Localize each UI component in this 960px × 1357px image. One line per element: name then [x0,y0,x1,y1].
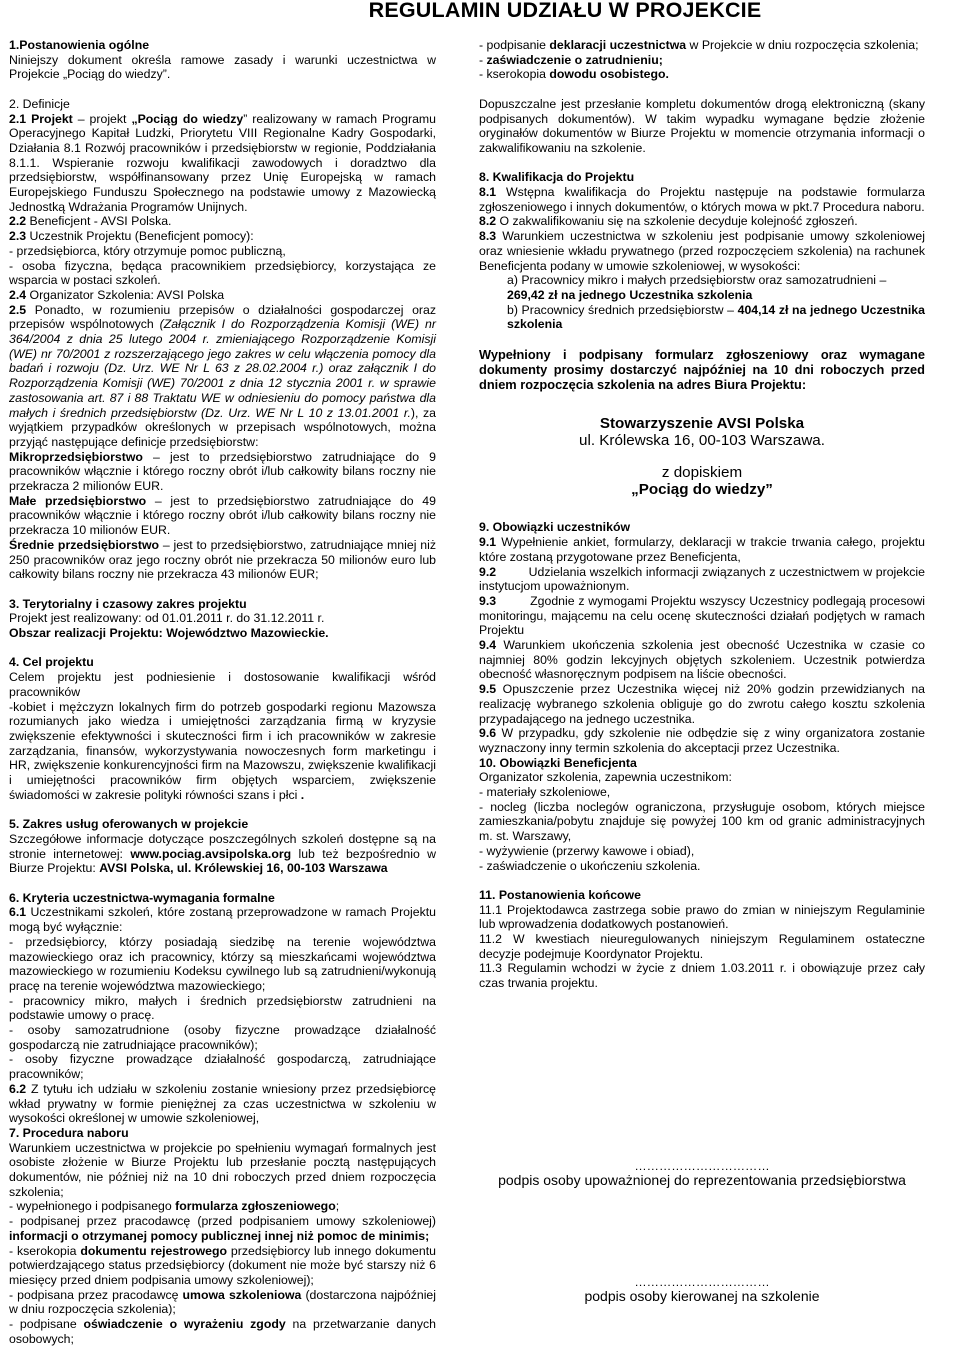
right-column [479,38,929,991]
definition-medium: Średnie przedsiębiorstwo – jest to przedsiębiorstwo, zatrudniające mniej niż 250 pracowników oraz jego roczny obrót nie przekracza 50 milionów euro lub całkowity bilans roczny nie przekracza 43 milionów EUR; [9,537,436,582]
section-9-2: 9.2 Udzielania wszelkich informacji związanych z uczestnictwem w projekcie instytucjom upoważnionym. [479,564,929,594]
fee-item-b: b) Pracownicy średnich przedsiębiorstw – 404,14 zł na jednego Uczestnika szkolenia [507,302,925,332]
section-7-item: - kserokopia dokumentu rejestrowego przedsiębiorcy lub innego dokumentu potwierdzającego status przedsiębiorcy (dokument nie może być starszy niż 6 miesięcy przed dniem podpisania umowy szkoleniowej); [9,1243,436,1287]
delivery-instructions: Wypełniony i podpisany formularz zgłoszeniowy oraz wymagane dokumenty prosimy dostarczyć najpóźniej na 10 dni roboczych przed dniem rozpoczęcia szkolenia na adres Biura Projektu: [479,346,925,393]
section-6-1-item: - osoby fizyczne prowadzące działalność gospodarczą, zatrudniające pracowników; [9,1052,436,1082]
section-7-item: - podpisana przez pracodawcę umowa szkoleniowa (dostarczona najpóźniej w dniu rozpoczęcia szkolenia); [9,1287,436,1317]
section-8-2: 8.2 O zakwalifikowaniu się na szkolenie decyduje kolejność zgłoszeń. [479,214,858,229]
address-organization: Stowarzyszenie AVSI Polska [599,415,805,433]
section-1-heading: 1.Postanowienia ogólne [9,38,150,52]
definition-2-4: 2.4 Organizator Szkolenia: AVSI Polska [9,287,225,302]
section-7-item: - zaświadczenie o zatrudnieniu; [479,52,663,67]
section-9-3: 9.3 Zgodnie z wymogami Projektu wszyscy Uczestnicy podlegają procesowi monitoringu, mającemu na celu ocenę skuteczności działań podjętych w ramach Projektu [479,593,929,638]
definition-2-3-item: - przedsiębiorca, który otrzymuje pomoc publiczną, [9,243,286,258]
page-title: REGULAMIN UDZIAŁU W PROJEKCIE [368,0,762,22]
definition-small: Małe przedsiębiorstwo – jest to przedsiębiorstwo zatrudniające do 49 pracowników włącznie i którego roczny obrót i/lub całkowity bilans roczny nie przekracza 10 milionów EUR. [9,493,436,538]
section-7-text: Warunkiem uczestnictwa w projekcie po spełnieniu wymagań formalnych jest osobiste złożenie w Biurze Projektu lub przesłanie pocztą następujących dokumentów, nie później niż na 10 dni roboczych przed dniem rozpoczęcia szkolenia; [9,1140,436,1199]
section-8-heading: 8. Kwalifikacja do Projektu [479,170,635,185]
section-10-item: - nocleg (liczba noclegów ograniczona, przysługuje osobom, których miejsce zamieszkania/pobytu znajduje się powyżej 100 km od granic administracyjnych m. st. Warszawy, [479,799,925,844]
section-7-item: - podpisanie deklaracji uczestnictwa w Projekcie w dniu rozpoczęcia szkolenia; [479,38,919,52]
section-7-item: - podpisane oświadczenie o wyrażeniu zgody na przetwarzanie danych osobowych; [9,1317,437,1346]
address-project-name: „Pociąg do wiedzy” [631,480,773,498]
definition-2-3-item: - osoba fizyczna, będąca pracownikiem przedsiębiorcy, korzystająca ze wsparcia w postaci szkoleń. [9,258,436,288]
signature-label-participant: podpis osoby kierowanej na szkolenie [584,1288,820,1304]
left-column [9,38,436,1347]
definition-2-1: 2.1 Projekt – projekt „Pociąg do wiedzy” realizowany w ramach Programu Operacyjnego Kapitał Ludzki, Priorytetu VIII Regionalne Kadry Gospodarki, Działania 8.1 Rozwój pracowników i przedsiębiorstw w regionie, Poddziałania 8.1.1. Wspieranie rozwoju kwalifikacji zawodowych i doradztwo dla przedsiębiorstw, współfinansowany przez Unię Europejską w ramach Europejskiego Funduszu Społecznego na podstawie umowy z Mazowiecką Jednostką Wdrażania Programów Unijnych. [9,111,436,214]
section-7-item: - podpisanej przez pracodawcę (przed podpisaniem umowy szkoleniowej) informacji o otrzymanej pomocy publicznej innej niż pomoc de minimis; [9,1214,436,1243]
section-11-2: 11.2 W kwestiach nieuregulowanych niniejszym Regulaminem ostateczne decyzje podejmuje Koordynator Projektu. [479,932,925,961]
section-8-3: 8.3 Warunkiem uczestnictwa w szkoleniu jest podpisanie umowy szkoleniowej oraz wniesienie wkładu prywatnego (przed rozpoczęciem szkolenia) na rachunek Beneficjenta podany w umowie szkoleniowej, w wysokości: [479,229,925,273]
section-10-heading: 10. Obowiązki Beneficjenta [479,755,637,770]
signature-block-company [479,1160,925,1189]
section-10-item: - materiały szkoleniowe, [479,785,611,800]
section-3-heading: 3. Terytorialny i czasowy zakres projektu [9,596,247,611]
section-11-3: 11.3 Regulamin wchodzi w życie z dniem 1.03.2011 r. i obowiązuje przez cały czas trwania projektu. [479,961,925,991]
section-9-6: 9.6 W przypadku, gdy szkolenie nie odbędzie się z winy organizatora zostanie wyznaczony inny termin szkolenia do akceptacji przez Uczestnika. [479,726,925,755]
section-10-item: - zaświadczenie o ukończeniu szkolenia. [479,858,701,873]
definition-micro: Mikroprzedsiębiorstwo – jest to przedsiębiorstwo zatrudniające do 9 pracowników włącznie i którego roczny obrót i/lub całkowity bilans roczny nie przekracza 2 milionów EUR. [9,449,436,494]
address-note: z dopiskiem [661,463,743,481]
section-7-electronic: Dopuszczalne jest przesłanie kompletu dokumentów drogą elektroniczną (skany podpisanych dokumentów). W takim wypadku wymagane będzie złożenie oryginałów dokumentów w Biurze Projektu w momencie otrzymania informacji o zakwalifikowaniu na szkolenie. [479,96,925,155]
section-7-item: - wypełnionego i podpisanego formularza zgłoszeniowego; [9,1199,340,1214]
section-10-text: Organizator szkolenia, zapewnia uczestnikom: [479,770,732,785]
section-9-4: 9.4 Warunkiem ukończenia szkolenia jest obecność Uczestnika w czasie co najmniej 80% godzin lekcyjnych objętych szkoleniem. Uczestnik potwierdza obecność własnoręcznym podpisem na liście obecności. [479,638,925,682]
section-6-2: 6.2 Z tytułu ich udziału w szkoleniu zostanie wniesiony przez przedsiębiorcę wkład prywatny w formie pieniężnej za czas uczestnictwa w szkoleniu w wysokości określonej w umowie szkoleniowej, [9,1081,436,1126]
section-11-heading: 11. Postanowienia końcowe [479,887,641,902]
section-7-heading: 7. Procedura naboru [9,1125,129,1140]
address-street: ul. Królewska 16, 00-103 Warszawa. [579,432,825,450]
section-3-text: Projekt jest realizowany: od 01.01.2011 r. do 31.12.2011 r. [9,611,325,626]
section-4-heading: 4. Cel projektu [9,655,94,670]
section-6-1-item: - pracownicy mikro, małych i średnich przedsiębiorstw zatrudnieni na podstawie umowy o pracę. [9,993,436,1023]
signature-block-participant [479,1276,925,1305]
section-6-1-item: - osoby samozatrudnione (osoby fizyczne prowadzące działalność gospodarczą nie zatrudniające pracowników); [9,1023,436,1052]
section-9-1: 9.1 Wypełnienie ankiet, formularzy, deklaracji w trakcie trwania całego, projektu które zostaną przygotowane przez Beneficjenta, [479,535,925,564]
section-6-1: 6.1 Uczestnikami szkoleń, które zostaną przeprowadzone w ramach Projektu mogą być wyłącznie: [9,905,436,935]
section-9-5: 9.5 Opuszczenie przez Uczestnika więcej niż 20% godzin przewidzianych na realizację wybranego szkolenia obliguje go do zwrotu całego kosztu szkolenia przypadającego na jednego uczestnika. [479,682,925,726]
section-10-item: - wyżywienie (przerwy kawowe i obiad), [479,843,695,858]
definition-2-3: 2.3 Uczestnik Projektu (Beneficjent pomocy): [9,229,254,244]
section-6-1-item: - przedsiębiorcy, którzy posiadają siedzibę na terenie województwa mazowieckiego oraz ich pracownicy, którzy są mieszkańcami województwa mazowieckiego w rozumieniu Kodeksu cywilnego lub są zatrudnieni/wykonują pracę na terenie województwa mazowieckiego; [9,934,436,993]
signature-label-company: podpis osoby upoważnionej do reprezentowania przedsiębiorstwa [498,1172,906,1188]
fee-item-a: a) Pracownicy mikro i małych przedsiębiorstw oraz samozatrudnieni – [507,273,887,288]
section-4-text: Celem projektu jest podniesienie i dostosowanie kwalifikacji wśród pracowników [9,670,436,699]
signature-line: …………………………… [634,1159,770,1173]
definition-2-5: 2.5 Ponadto, w rozumieniu przepisów o działalności gospodarczej oraz przepisów wspólnotowych (Załącznik I do Rozporządzenia Komisji (WE) nr 364/2004 z dnia 25 lutego 2004 r. zmieniającego Rozporządzenie Komisji (WE) nr 70/2001 z rozszerzającego jego zakres w celu włączenia pomocy dla badań i rozwoju (Dz. Urz. WE Nr L 63 z 28.02.2004 r.) oraz załącznik I do Rozporządzenia Komisji (WE) 70/2001 z dnia 12 stycznia 2001 r. w sprawie zastosowania art. 87 i 88 Traktatu WE w odniesieniu do pomocy państwa dla małych i średnich przedsiębiorstw (Dz. Urz. WE Nr L 10 z 13.01.2001 r.), za wyjątkiem przypadków określonych w przepisach wspólnotowych, można przyjąć następujące definicje przedsiębiorstw: [9,302,437,449]
section-4-goals: -kobiet i mężczyzn lokalnych firm do potrzeb gospodarki regionu Mazowsza rozumianych jako wiedza i umiejętności zarządzania firmą w kryzysie zwiększenie efektywności i skuteczności firm i ich pracowników w zakresie zarządzania, finansów, wykorzystywania nowoczesnych form marketingu i HR, zwiększenie konkurencyjności firm na Mazowszu, zwiększenie kwalifikacji i umiejętności pracowników firm objętych wsparciem, zwiększenie świadomości w zakresie polityki równości szans i płci . [9,699,436,802]
section-5-heading: 5. Zakres usług oferowanych w projekcie [9,817,249,832]
definition-2-2: 2.2 Beneficjent - AVSI Polska. [9,214,172,229]
section-7-item: - kserokopia dowodu osobistego. [479,67,669,82]
section-6-heading: 6. Kryteria uczestnictwa-wymagania formalne [9,890,275,905]
section-1-text: Niniejszy dokument określa ramowe zasady i warunki uczestnictwa w Projekcie „Pociąg do wiedzy”. [9,52,436,82]
section-5-text: Szczegółowe informacje dotyczące poszczególnych szkoleń dostępne są na stronie internetowej: www.pociag.avsipolska.org lub też bezpośrednio w Biurze Projektu: AVSI Polska, ul. Królewskiej 16, 00-103 Warszawa [9,831,437,876]
section-8-1: 8.1 Wstępna kwalifikacja do Projektu następuje na podstawie formularza zgłoszeniowego i innych dokumentów, o których mowa w pkt.7 Procedura naboru. [479,185,925,214]
section-3-area: Obszar realizacji Projektu: Województwo Mazowieckie. [9,626,329,641]
fee-item-a-amount: 269,42 zł na jednego Uczestnika szkolenia [507,287,753,302]
signature-line: …………………………… [634,1275,770,1289]
section-11-1: 11.1 Projektodawca zastrzega sobie prawo do zmian w niniejszym Regulaminie lub wprowadzenia dodatkowych postanowień. [479,902,925,932]
website-link[interactable]: www.pociag.avsipolska.org [130,846,292,861]
section-9-heading: 9. Obowiązki uczestników [479,520,631,535]
section-2-heading: 2. Definicje [9,96,70,111]
